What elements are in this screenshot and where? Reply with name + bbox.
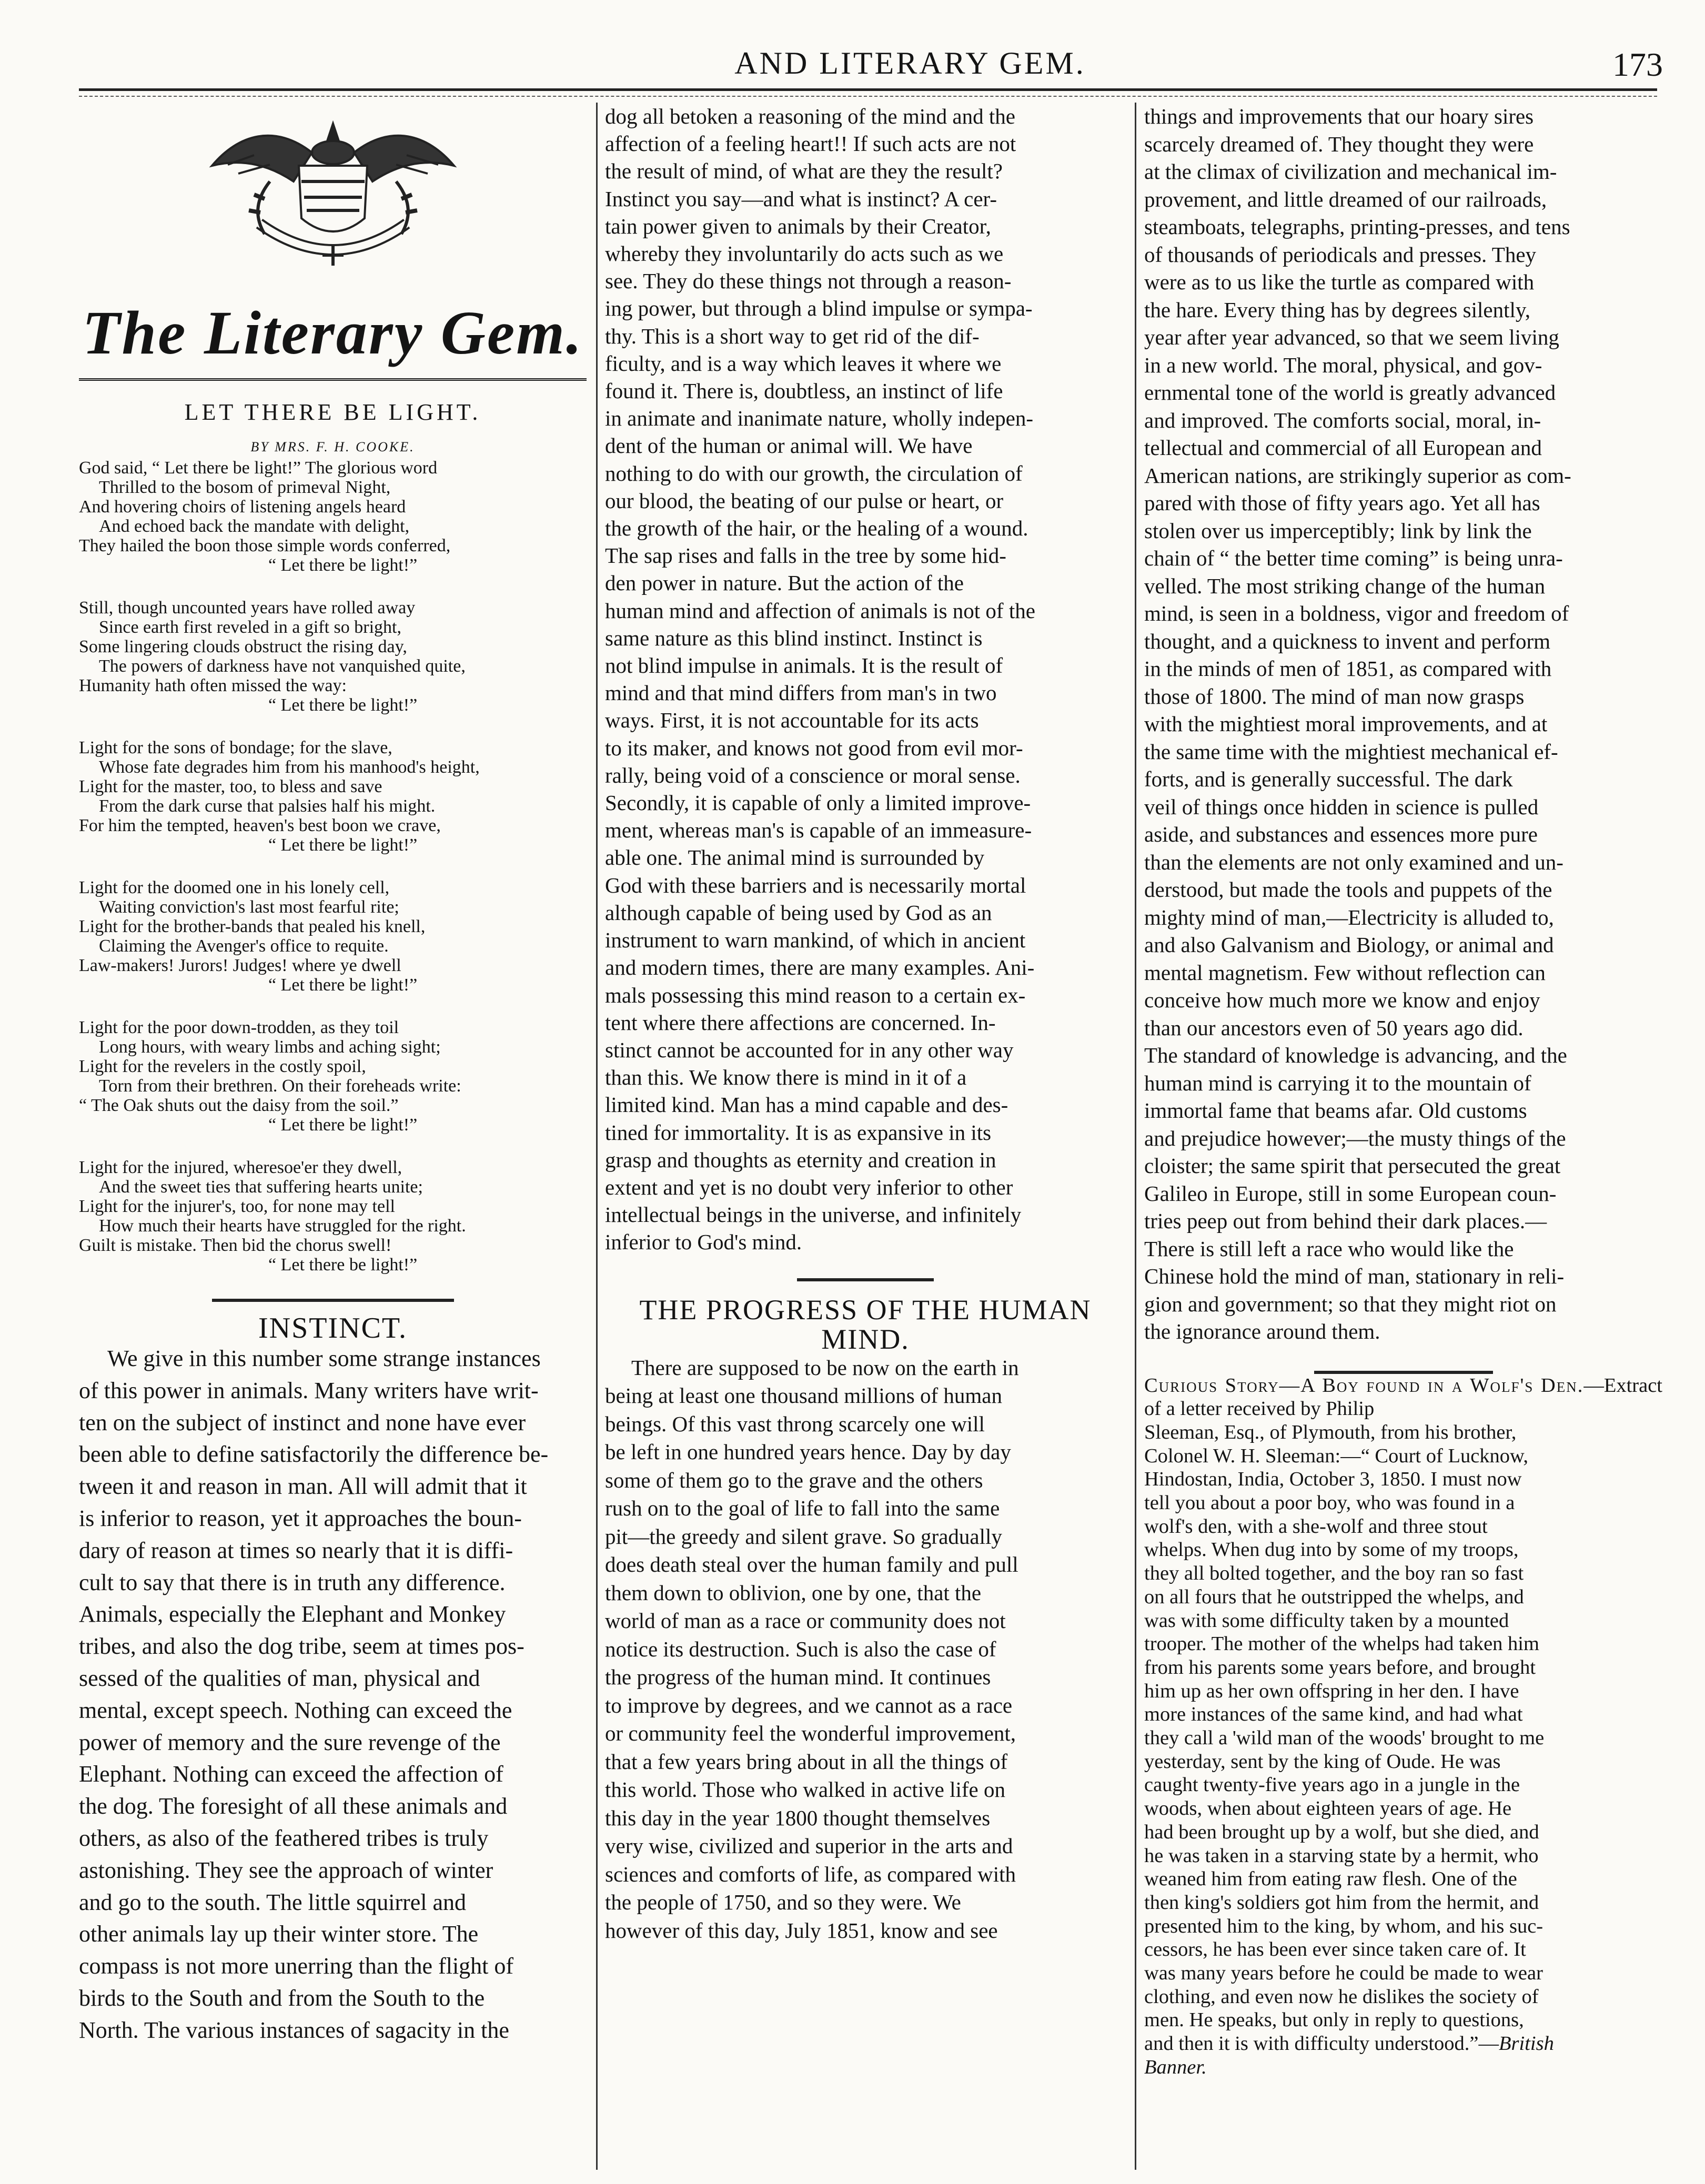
- poem-line: For him the tempted, heaven's best boon we crave,: [79, 816, 441, 835]
- poem-line: And hovering choirs of listening angels heard: [79, 497, 406, 517]
- instinct-body: We give in this number some strange instances of this power in animals. Many writers have writ- ten on the subject of instinct and none have ever been able to define satisfactorily the difference be- tween it and reason in man. All will admit that it is inferior to reason, yet it approaches the boun- dary of reason at times so nearly that it is diffi- cult to say that there is in truth any difference. Animals, especially the Elephant and Monkey tribes, and also the dog tribe, seem at times pos- sessed of the qualities of man, physical and mental, except speech. Nothing can exceed the power of memory and the sure revenge of the Elephant. Nothing can exceed the affection of the dog. The foresight of all these animals and others, as also of the feathered tribes is truly astonishing. They see the approach of winter and go to the south. The little squirrel and other animals lay up their winter store. The compass is not more unerring than the flight of birds to the South and from the South to the North. The various instances of sagacity in the: [79, 1346, 549, 2043]
- poem-refrain: “ Let there be light!”: [268, 695, 418, 715]
- poem-line: Light for the sons of bondage; for the slave,: [79, 738, 392, 757]
- poem-refrain: “ Let there be light!”: [268, 1255, 418, 1275]
- poem-line: Light for the injurer's, too, for none may tell: [79, 1197, 395, 1216]
- poem-line: Light for the brother-bands that pealed his knell,: [79, 917, 426, 936]
- poem-line: How much their hearts have struggled for the right.: [99, 1216, 466, 1236]
- poem-title: LET THERE BE LIGHT.: [184, 399, 481, 425]
- column-rule-2: [1135, 103, 1136, 2170]
- poem-stanza: [79, 878, 587, 995]
- poem-line: Light for the injured, wheresoe'er they dwell,: [79, 1158, 402, 1177]
- poem-stanza: [79, 1158, 587, 1275]
- poem-line: God said, “ Let there be light!” The glorious word: [79, 458, 438, 478]
- page-number: 173: [1612, 46, 1663, 83]
- poem-author: BY MRS. F. H. COOKE.: [250, 439, 415, 454]
- poem-line: Humanity hath often missed the way:: [79, 676, 347, 695]
- story-headline: Curious Story—A Boy found in a Wolf's Den.: [1144, 1374, 1584, 1397]
- header-dotted-rule: [79, 96, 1657, 97]
- poem-refrain: “ Let there be light!”: [268, 1115, 418, 1135]
- poem-line: Whose fate degrades him from his manhood's height,: [99, 757, 480, 777]
- poem-line: And echoed back the mandate with delight,: [99, 517, 410, 536]
- poem-line: Torn from their brethren. On their foreheads write:: [99, 1076, 461, 1096]
- story-text: —Extract of a letter received by Philip Sleeman, Esq., of Plymouth, from his brother, Colonel W. H. Sleeman:—“ Court of Lucknow, Hindostan, India, October 3, 1850. I must now tell you about a poor boy, who was found in a wolf's den, with a she-wolf and three stout whelps. When dug into by some of my troops, they all bolted together, and the boy ran so fast on all fours that he outstripped the whelps, and was with some difficulty taken by a mounted trooper. The mother of the whelps had taken him from his parents some years before, and brought him up as her own offspring in her den. I have more instances of the same kind, and had what they call a 'wild man of the woods' brought to me yesterday, sent by the king of Oude. He was caught twenty-five years ago in a jungle in the woods, when about eighteen years of age. He had been brought up by a wolf, but she died, and he was taken in a starving state by a hermit, who weaned him from eating raw flesh. One of the then king's soldiers got him from the hermit, and presented him to the king, by whom, and his suc- cessors, he has been ever since taken care of. It was many years before he could be made to wear clothing, and even now he dislikes the society of men. He speaks, but only in reply to questions, and then it is with difficulty understood.”—: [1144, 1374, 1662, 2055]
- poem-line: Light for the poor down-trodden, as they toil: [79, 1018, 399, 1037]
- poem-line: And the sweet ties that suffering hearts unite;: [99, 1177, 423, 1197]
- poem-line: Waiting conviction's last most fearful rite;: [99, 897, 399, 917]
- poem-body: [79, 458, 587, 1275]
- poem-refrain: “ Let there be light!”: [268, 975, 418, 995]
- poem-line: Still, though uncounted years have rolled away: [79, 598, 416, 618]
- section-rule: [797, 1278, 934, 1281]
- masthead-rule: [79, 378, 587, 381]
- progress-title-line1: THE PROGRESS OF THE HUMAN: [639, 1293, 1092, 1326]
- poem-stanza: [79, 598, 587, 715]
- poem-refrain: “ Let there be light!”: [268, 555, 418, 575]
- progress-body-continued: things and improvements that our hoary sires scarcely dreamed of. They thought they were at the climax of civilization and mechanical im- provement, and little dreamed of our railroads, steamboats, telegraphs, printing-presses, and tens of thousands of periodicals and presses. They were as to us like the turtle as compared with the hare. Every thing has by degrees silently, year after year advanced, so that we seem living in a new world. The moral, physical, and gov- ernmental tone of the world is greatly advanced and improved. The comforts social, moral, in- tellectual and commercial of all European and American nations, are strikingly superior as com- pared with those of fifty years ago. Yet all has stolen over us imperceptibly; link by link the chain of “ the better time coming” is being unra- velled. The most striking change of the human mind, is seen in a boldness, vigor and freedom of thought, and a quickness to invent and perform in the minds of men of 1851, as compared with those of 1800. The mind of man now grasps with the mightiest moral improvements, and at the same time with the mightiest mechanical ef- forts, and is generally successful. The dark veil of things once hidden in science is pulled aside, and substances and essences more pure than the elements are not only examined and un- derstood, but made the tools and puppets of the mighty mind of man,—Electricity is alluded to, and also Galvanism and Biology, or animal and mental magnetism. Few without reflection can conceive how much more we know and enjoy than our ancestors even of 50 years ago did. The standard of knowledge is advancing, and the human mind is carrying it to the mountain of immortal fame that beams afar. Old customs and prejudice however;—the musty things of the cloister; the same spirit that persecuted the great Galileo in Europe, still in some European coun- tries peep out from behind their dark places.— There is still left a race who would like the Chinese hold the mind of man, stationary in reli- gion and government; so that they might riot on the ignorance around them.: [1144, 104, 1571, 1343]
- poem-line: Since earth first reveled in a gift so bright,: [99, 618, 401, 637]
- column-2: [605, 103, 1126, 1945]
- eagle-shield-emblem-icon: [196, 103, 470, 292]
- poem-stanza: [79, 738, 587, 855]
- poem-stanza: [79, 458, 587, 575]
- poem-line: They hailed the boon those simple words conferred,: [79, 536, 451, 555]
- poem-line: Some lingering clouds obstruct the rising day,: [79, 637, 407, 656]
- masthead-title: The Literary Gem.: [82, 298, 583, 367]
- section-rule: [212, 1299, 454, 1302]
- poem-stanza: [79, 1018, 587, 1135]
- story-credit: British Banner.: [1144, 2033, 1554, 2078]
- instinct-title: INSTINCT.: [258, 1312, 407, 1344]
- column-1: [79, 103, 587, 2047]
- poem-line: Thrilled to the bosom of primeval Night,: [99, 478, 391, 497]
- poem-line: Claiming the Avenger's office to requite.: [99, 936, 389, 956]
- instinct-body-continued: dog all betoken a reasoning of the mind and the affection of a feeling heart!! If such acts are not the result of mind, of what are they the result? Instinct you say—and what is instinct? A cer- tain power given to animals by their Creator, whereby they involuntarily do acts such as we see. They do these things not through a reason- ing power, but through a blind impulse or sympa- thy. This is a short way to get rid of the dif- ficulty, and is a way which leaves it where we found it. There is, doubtless, an instinct of life in animate and inanimate nature, wholly indepen- dent of the human or animal will. We have nothing to do with our growth, the circulation of our blood, the beating of our pulse or heart, or the growth of the hair, or the healing of a wound. The sap rises and falls in the tree by some hid- den power in nature. But the action of the human mind and affection of animals is not of the same nature as this blind instinct. Instinct is not blind impulse in animals. It is the result of mind and that mind differs from man's in two ways. First, it is not accountable for its acts to its maker, and knows not good from evil mor- rally, being void of a conscience or moral sense. Secondly, it is capable of only a limited improve- ment, whereas man's is capable of an immeasure- able one. The animal mind is surrounded by God with these barriers and is necessarily mortal although capable of being used by God as an instrument to warn mankind, of which in ancient and modern times, there are many examples. Ani- mals possessing this mind reason to a certain ex- tent where there affections are concerned. In- stinct cannot be accounted for in any other way than this. We know there is mind in it of a limited kind. Man has a mind capable and des- tined for immortality. It is as expansive in its grasp and thoughts as eternity and creation in extent and yet is no doubt very inferior to other intellectual beings in the universe, and infinitely inferior to God's mind.: [605, 104, 1035, 1255]
- wolf-boy-story: [1144, 1374, 1662, 2079]
- poem-line: Light for the revelers in the costly spoil,: [79, 1057, 366, 1076]
- poem-line: Light for the master, too, to bless and save: [79, 777, 382, 796]
- column-rule-1: [596, 103, 598, 2170]
- header-rule: [79, 88, 1657, 91]
- progress-title-line2: MIND.: [821, 1323, 910, 1355]
- column-3: [1144, 103, 1662, 2079]
- poem-line: Guilt is mistake. Then bid the chorus swell!: [79, 1236, 392, 1255]
- poem-line: “ The Oak shuts out the daisy from the soil.”: [79, 1096, 399, 1115]
- progress-body: There are supposed to be now on the earth in being at least one thousand millions of human beings. Of this vast throng scarcely one will be left in one hundred years hence. Day by day some of them go to the grave and the others rush on to the goal of life to fall into the same pit—the greedy and silent grave. So gradually does death steal over the human family and pull them down to oblivion, one by one, that the world of man as a race or community does not notice its destruction. Such is also the case of the progress of the human mind. It continues to improve by degrees, and we cannot as a race or community feel the wonderful improvement, that a few years bring about in all the things of this world. Those who walked in active life on this day in the year 1800 thought themselves very wise, civilized and superior in the arts and sciences and comforts of life, as compared with the people of 1750, and so they were. We however of this day, July 1851, know and see: [605, 1355, 1019, 1943]
- poem-line: Light for the doomed one in his lonely cell,: [79, 878, 390, 897]
- poem-line: Long hours, with weary limbs and aching sight;: [99, 1037, 441, 1057]
- running-head: AND LITERARY GEM.: [734, 46, 1086, 80]
- poem-line: Law-makers! Jurors! Judges! where ye dwell: [79, 956, 401, 975]
- poem-line: The powers of darkness have not vanquished quite,: [99, 656, 466, 676]
- poem-line: From the dark curse that palsies half his might.: [99, 796, 436, 816]
- poem-refrain: “ Let there be light!”: [268, 835, 418, 855]
